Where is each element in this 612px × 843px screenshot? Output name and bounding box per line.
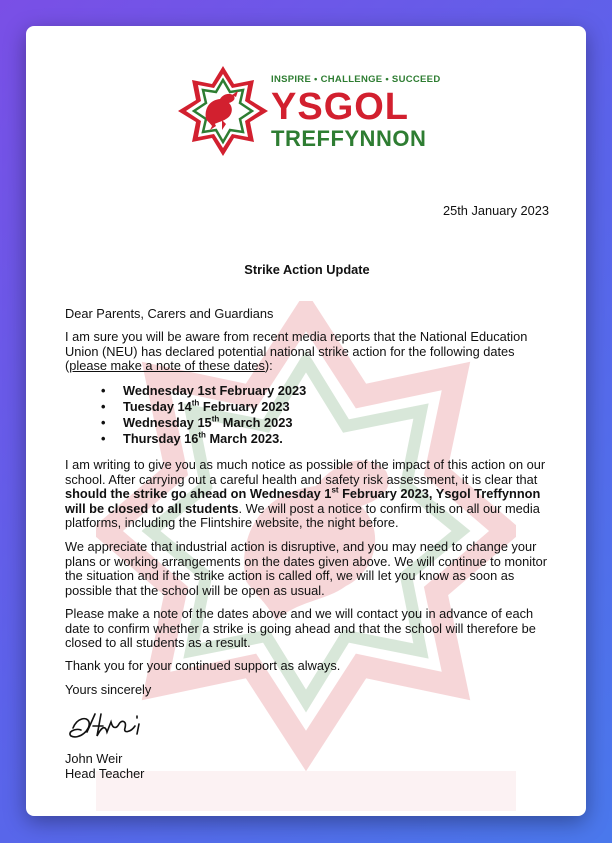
school-name-line1: YSGOL <box>271 86 410 128</box>
school-tagline: INSPIRE • CHALLENGE • SUCCEED <box>271 74 441 85</box>
signatory-name: John Weir <box>65 751 123 766</box>
letter-closing: Yours sincerely <box>65 682 152 697</box>
letter-title: Strike Action Update <box>244 262 370 277</box>
signatory-role: Head Teacher <box>65 766 145 781</box>
strike-dates-list <box>101 383 306 447</box>
paragraph-disruption: We appreciate that industrial action is disruptive, and you may need to change your plans or working arrangements on the dates given above. We will continue to monitor the situation and if the strike action is called off, we will let you know as soon as possible that the school will be open as usual. <box>65 539 548 598</box>
list-item: • Tuesday 14th February 2023 <box>101 399 306 415</box>
letter-page <box>26 26 586 816</box>
paragraph-closure-notice: I am writing to give you as much notice as possible of the impact of this action on our school. After carrying out a careful health and safety risk assessment, it is clear that should the strike go ahead on Wednesday 1st February 2023, Ysgol Treffynnon will be closed to all students. We will post a notice to confirm this on all our media platforms, including the Flintshire website, the night before. <box>65 457 546 530</box>
school-name-line2: TREFFYNNON <box>271 126 427 151</box>
list-item: • Wednesday 15th March 2023 <box>101 415 306 431</box>
school-wordmark <box>271 74 440 151</box>
paragraph-contact: Please make a note of the dates above and we will contact you in advance of each date to confirm whether a strike is going ahead and that the school will therefore be closed to all students as a result. <box>65 606 536 650</box>
list-item: • Wednesday 1st February 2023 <box>101 383 306 399</box>
paragraph-intro: I am sure you will be aware from recent media reports that the National Education Union (NEU) has declared potential national strike action for the following dates (please make a note of these dates): <box>65 329 528 373</box>
underlined-note: please make a note of these dates <box>69 358 265 373</box>
letter-date: 25th January 2023 <box>442 203 549 218</box>
handwritten-signature <box>65 706 165 746</box>
letter-salutation: Dear Parents, Carers and Guardians <box>65 306 274 321</box>
letterhead <box>26 64 586 164</box>
paragraph-thanks: Thank you for your continued support as always. <box>65 658 341 673</box>
list-item: • Thursday 16th March 2023. <box>101 431 306 447</box>
welsh-dragon-star-emblem-icon <box>176 64 270 158</box>
